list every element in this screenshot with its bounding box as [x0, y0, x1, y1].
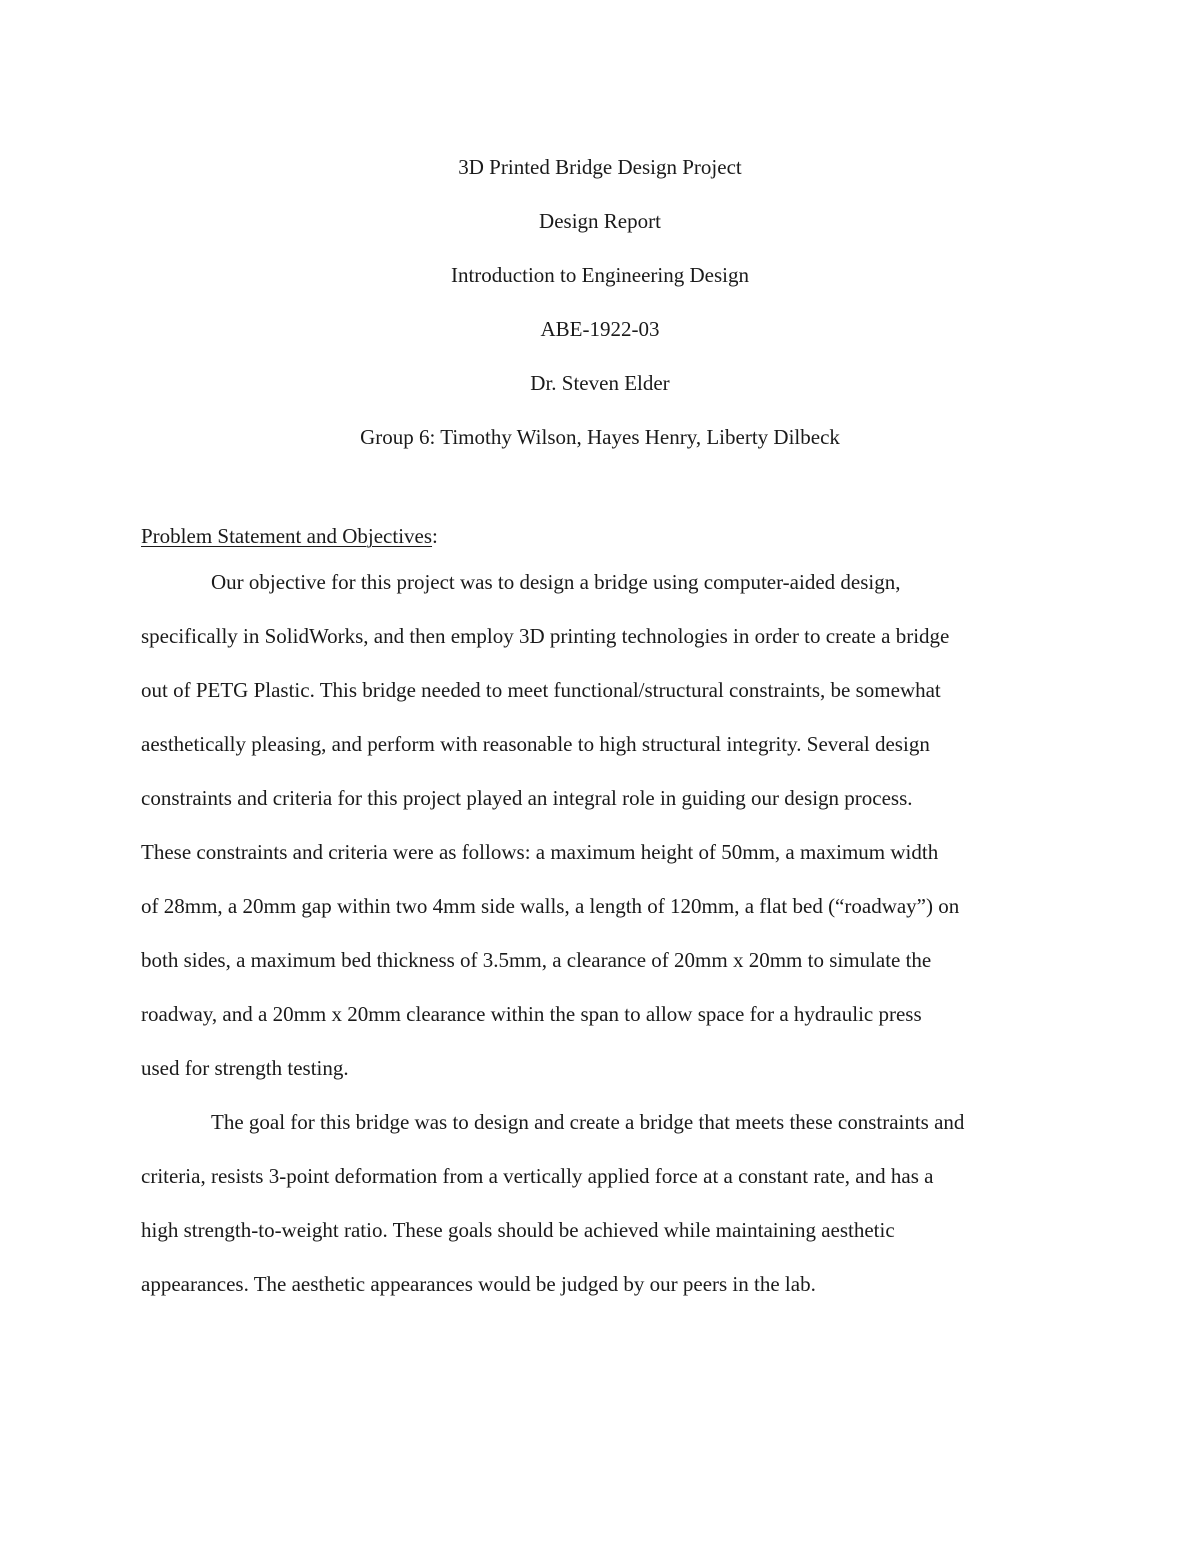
paragraph-line: used for strength testing. — [141, 1056, 349, 1080]
title-block — [0, 140, 1200, 464]
paragraph-line: roadway, and a 20mm x 20mm clearance within the span to allow space for a hydraulic press — [141, 1002, 922, 1026]
group-members: Group 6: Timothy Wilson, Hayes Henry, Liberty Dilbeck — [360, 425, 840, 449]
paragraph-line: both sides, a maximum bed thickness of 3.5mm, a clearance of 20mm x 20mm to simulate the — [141, 948, 932, 972]
paragraph-objectives — [141, 555, 1061, 1095]
paragraph-line: specifically in SolidWorks, and then employ 3D printing technologies in order to create a bridge — [141, 624, 950, 648]
paragraph-line: of 28mm, a 20mm gap within two 4mm side walls, a length of 120mm, a flat bed (“roadway”) on — [141, 894, 960, 918]
section-heading-colon: : — [432, 524, 438, 548]
section-heading-text: Problem Statement and Objectives — [141, 524, 433, 548]
section-heading — [141, 517, 1061, 555]
paragraph-line: out of PETG Plastic. This bridge needed to meet functional/structural constraints, be somewhat — [141, 678, 941, 702]
course-code: ABE-1922-03 — [540, 317, 660, 341]
problem-statement-section — [141, 517, 1061, 1311]
paragraph-line: criteria, resists 3-point deformation from a vertically applied force at a constant rate, and has a — [141, 1164, 934, 1188]
course-name: Introduction to Engineering Design — [450, 263, 750, 287]
paragraph-goals — [141, 1095, 1061, 1311]
paragraph-line: Our objective for this project was to design a bridge using computer-aided design, — [211, 570, 901, 594]
paragraph-line: appearances. The aesthetic appearances would be judged by our peers in the lab. — [141, 1272, 816, 1296]
paragraph-line: constraints and criteria for this project played an integral role in guiding our design process. — [141, 786, 913, 810]
project-title: 3D Printed Bridge Design Project — [458, 155, 742, 179]
paragraph-line: The goal for this bridge was to design and create a bridge that meets these constraints and — [211, 1110, 965, 1134]
paragraph-line: aesthetically pleasing, and perform with reasonable to high structural integrity. Several design — [141, 732, 930, 756]
paragraph-line: high strength-to-weight ratio. These goals should be achieved while maintaining aesthetic — [141, 1218, 895, 1242]
instructor-name: Dr. Steven Elder — [530, 371, 670, 395]
report-type: Design Report — [539, 209, 661, 233]
paragraph-line: These constraints and criteria were as follows: a maximum height of 50mm, a maximum width — [141, 840, 939, 864]
